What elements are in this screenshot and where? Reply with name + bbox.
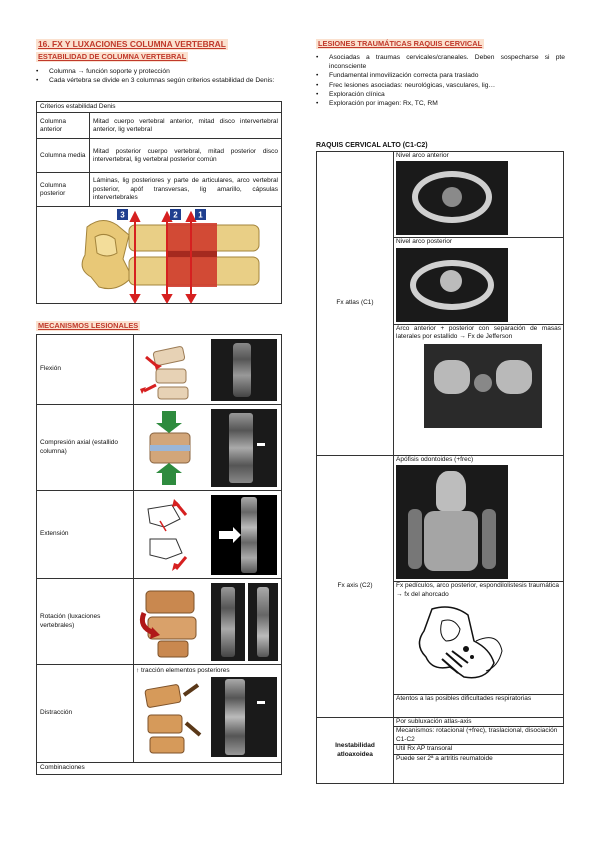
upper-cervical-heading: RAQUIS CERVICAL ALTO (C1-C2) (316, 142, 428, 149)
mechanism-label: Combinaciones (37, 763, 282, 775)
jefferson-ct (424, 344, 542, 428)
bullet-item: • Frec lesiones asociadas: neurológicas, vasculares, lig… (313, 81, 565, 90)
mechanism-label: Rotación (luxaciones vertebrales) (37, 579, 134, 665)
rotation-diagram (136, 583, 208, 661)
instability-label: Inestabilidad atloaxoidea (317, 718, 394, 784)
hangman-diagram (402, 601, 512, 693)
mechanisms-heading: MECANISMOS LESIONALES (38, 321, 139, 330)
denis-header: Criterios estabilidad Denis (37, 102, 282, 113)
mechanism-label: Compresión axial (estallido columna) (37, 405, 134, 491)
denis-row-name: Columna posterior (37, 173, 90, 207)
denis-row-desc: Láminas, lig posteriores y parte de articulares, arco vertebral posterior, apóf transversas, lig amarillo, cápsulas intervertebrales (90, 173, 282, 207)
distraction-note: ↑ tracción elementos posteriores (136, 667, 230, 674)
stability-bullets (33, 67, 281, 85)
rotation-radiograph-2 (248, 583, 278, 661)
upper-cervical-table (316, 151, 564, 784)
odontoid-ct (396, 465, 508, 579)
denis-spine-illustration (37, 207, 281, 303)
atlas-item: Nivel arco anterior (396, 152, 449, 159)
extension-diagram (136, 495, 208, 575)
denis-table (36, 101, 282, 304)
denis-row-name: Columna media (37, 139, 90, 173)
mechanism-images (134, 335, 282, 405)
bullet-item: • Asociadas a traumas cervicales/craneales. Deben sospecharse si pte inconsciente (313, 53, 565, 71)
axial-compression-radiograph (211, 409, 277, 487)
instability-content (394, 718, 564, 784)
mechanism-label: Distracción (37, 665, 134, 763)
stability-heading: ESTABILIDAD DE COLUMNA VERTEBRAL (38, 52, 187, 61)
distraction-radiograph (211, 677, 277, 757)
fx-atlas-content (394, 152, 564, 456)
mechanism-images (134, 405, 282, 491)
instability-item: Mecanismos: rotacional (+frec), traslacional, disociación C1-C2 (394, 726, 563, 744)
fx-axis-content (394, 456, 564, 718)
atlas-anterior-ct (396, 161, 508, 235)
mechanism-images (134, 579, 282, 665)
column-label: 2 (173, 210, 178, 220)
atlas-item: Arco anterior + posterior con separación de masas laterales por estallido → Fx de Jefferson (396, 324, 561, 341)
flexion-diagram (136, 339, 208, 401)
instability-item: Útil Rx AP transoral (394, 744, 563, 753)
fx-atlas-label: Fx atlas (C1) (317, 152, 394, 456)
mechanism-label: Extensión (37, 491, 134, 579)
fx-axis-label: Fx axis (C2) (317, 456, 394, 718)
rotation-radiograph-1 (211, 583, 245, 661)
bullet-item: • Fundamental inmovilización correcta para traslado (313, 71, 565, 80)
instability-item: Por subluxación atlas-axis (396, 718, 472, 725)
instability-item: Puede ser 2ª a artritis reumatoide (394, 754, 563, 763)
atlas-item: Nivel arco posterior (394, 237, 563, 246)
axis-item: Apófisis odontoides (+frec) (396, 456, 474, 463)
denis-row-desc: Mitad posterior cuerpo vertebral, mitad posterior disco intervertebral, lig vertebral posterior común (90, 139, 282, 173)
axis-item: Fx pedículos, arco posterior, espondilolistesis traumática → fx del ahorcado (394, 581, 563, 599)
cervical-heading: LESIONES TRAUMÁTICAS RAQUIS CERVICAL (318, 39, 483, 48)
bullet-item: • Exploración clínica (313, 90, 565, 99)
column-label: 3 (120, 210, 125, 220)
mechanism-images (134, 491, 282, 579)
denis-row-name: Columna anterior (37, 113, 90, 139)
axis-item: Atentos a las posibles dificultades respiratorias (394, 694, 563, 703)
denis-row-desc: Mitad cuerpo vertebral anterior, mitad disco intervertebral anterior, lig vertebral (90, 113, 282, 139)
atlas-posterior-ct (396, 248, 508, 322)
bullet-item: • Cada vértebra se divide en 3 columnas según criterios estabilidad de Denis: (33, 76, 281, 85)
mechanism-label: Flexión (37, 335, 134, 405)
denis-illustration-cell (37, 207, 282, 304)
bullet-item: • Exploración por imagen: Rx, TC, RM (313, 99, 565, 108)
axial-compression-diagram (136, 409, 208, 487)
mechanism-images (134, 665, 282, 763)
flexion-radiograph (211, 339, 277, 401)
column-label: 1 (198, 210, 203, 220)
distraction-diagram (136, 677, 208, 757)
page-title: 16. FX Y LUXACIONES COLUMNA VERTEBRAL (38, 39, 226, 49)
extension-radiograph (211, 495, 277, 575)
bullet-item: • Columna → función soporte y protección (33, 67, 281, 76)
mechanisms-table (36, 334, 282, 775)
cervical-bullets (313, 53, 565, 108)
